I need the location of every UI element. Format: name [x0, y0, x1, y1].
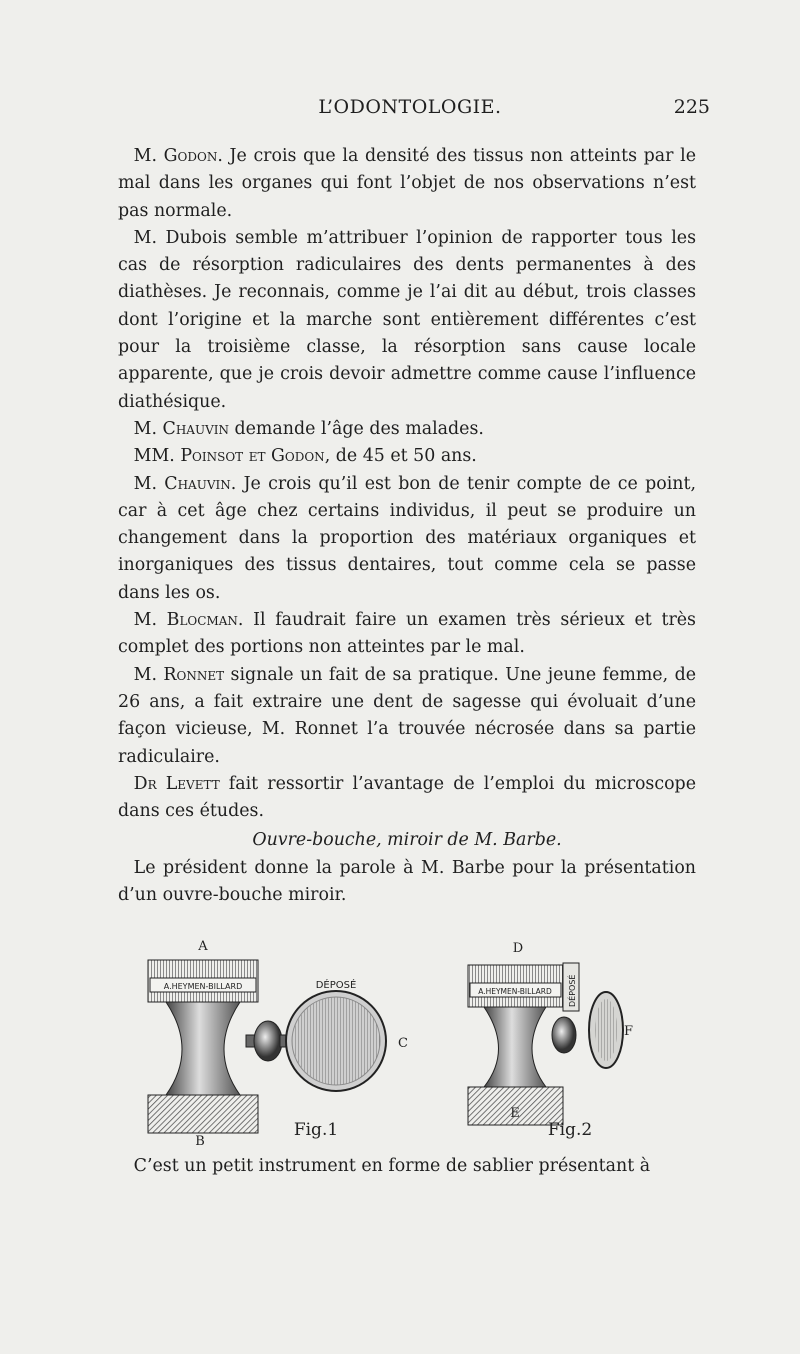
- fig2-side-text: DÉPOSÉ: [568, 974, 577, 1007]
- paragraph-text: Le président donne la parole à M. Barbe pour la présentation d’un ouvre-bouche miroir.: [118, 857, 696, 906]
- fig1-mirror-glass: [292, 997, 380, 1085]
- paragraph-text: fait ressortir l’avantage de l’emploi du microscope dans ces études.: [118, 773, 696, 822]
- fig2-label-e: E: [510, 1106, 520, 1121]
- paragraph: [118, 607, 696, 662]
- fig1-caption: Fig.1: [293, 1120, 339, 1140]
- speaker-name: M. Blocman: [133, 610, 238, 631]
- fig1-knob: [254, 1021, 282, 1061]
- closing-text: [118, 1153, 696, 1180]
- page-number: 225: [673, 96, 710, 118]
- fig1-label-b: B: [195, 1134, 205, 1149]
- speaker-name: MM. Poinsot et Godon: [133, 446, 325, 467]
- paragraph-text: signale un fait de sa pratique. Une jeune femme, de 26 ans, a fait extraire une dent de sagesse qui évoluait d’une façon vicieuse, M. Ronnet l’a trouvée nécrosée dans sa partie radiculaire.: [118, 664, 696, 767]
- paragraph: [118, 471, 696, 607]
- fig2-label-f: F: [624, 1024, 634, 1039]
- paragraph: [118, 771, 696, 826]
- fig2-caption: Fig.2: [547, 1120, 593, 1140]
- fig1-label-a: A: [198, 939, 208, 954]
- fig2-band-text: A.HEYMEN-BILLARD: [478, 987, 552, 996]
- fig2-label-d: D: [512, 941, 524, 956]
- paragraph: [118, 662, 696, 771]
- instrument-illustration: [118, 935, 696, 1150]
- fig1-base: [148, 1095, 258, 1133]
- paragraph-text: C’est un petit instrument en forme de sablier présentant à: [133, 1156, 651, 1176]
- speaker-name: M. Chauvin: [133, 418, 229, 439]
- body-text: [118, 143, 696, 909]
- paragraph: [118, 855, 696, 910]
- fig2-mirror-glass: [595, 999, 617, 1061]
- fig1-label-c: C: [398, 1036, 408, 1051]
- paragraph-text: . Je crois que la densité des tissus non atteints par le mal dans les organes qui font l’objet de nos observations n’est pas normale.: [118, 146, 696, 221]
- paragraph: [118, 225, 696, 416]
- paragraph-text: . Je crois qu’il est bon de tenir compte de ce point, car à cet âge chez certains individus, il peut se produire un changement dans la proportion des matériaux organiques et inorganiques des tissus dentaires, tout comme cela se passe dans les os.: [118, 473, 696, 603]
- paragraph: [118, 416, 696, 443]
- fig1-mirror-text: DÉPOSÉ: [315, 980, 357, 991]
- section-subheading: Ouvre-bouche, miroir de M. Barbe.: [252, 830, 562, 851]
- fig1-drawing: [148, 939, 408, 1149]
- paragraph-text: . Il faudrait faire un examen très sérieux et très complet des portions non atteintes par le mal.: [118, 610, 696, 658]
- speaker-name: M. Chauvin: [133, 473, 231, 494]
- fig1-band-text: A.HEYMEN-BILLARD: [163, 982, 243, 991]
- paragraph: [118, 143, 696, 225]
- paragraph: [118, 443, 696, 470]
- speaker-name: Dr Levett: [133, 773, 220, 794]
- fig2-drawing: [468, 941, 633, 1140]
- paragraph-text: M. Dubois semble m’attribuer l’opinion de rapporter tous les cas de résorption radiculaires des dents permanentes à des diathèses. Je reconnais, comme je l’ai dit au début, trois classes dont l’origine et la marche sont entièrement différentes c’est pour la troisième classe, la résorption sans cause locale apparente, que je crois devoir admettre comme cause l’influence diathésique.: [118, 227, 696, 412]
- fig1-waist: [166, 1002, 240, 1095]
- paragraph-text: , de 45 et 50 ans.: [324, 446, 477, 467]
- instrument-figure: [118, 935, 696, 1150]
- running-title: L’ODONTOLOGIE.: [318, 96, 502, 118]
- paragraph-text: demande l’âge des malades.: [228, 418, 484, 439]
- speaker-name: M. Godon: [133, 146, 218, 166]
- paragraph: [118, 1153, 696, 1180]
- fig2-knob: [552, 1017, 576, 1053]
- speaker-name: M. Ronnet: [133, 664, 225, 685]
- fig2-waist: [484, 1007, 546, 1087]
- page-header: [110, 96, 710, 132]
